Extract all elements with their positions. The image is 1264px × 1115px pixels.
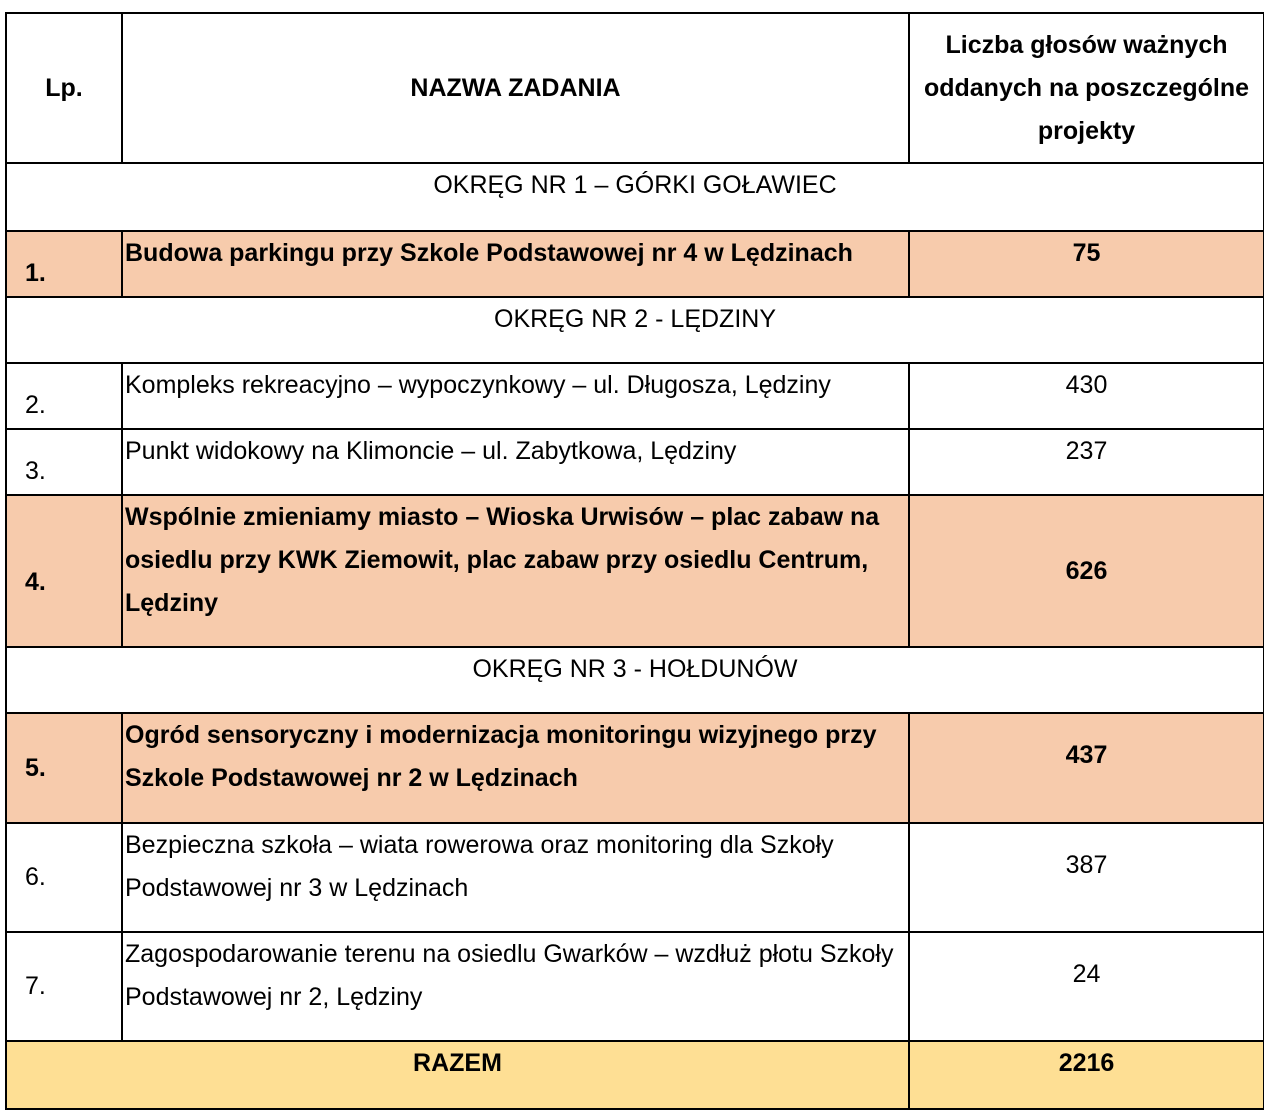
total-votes: 2216 [909, 1041, 1264, 1109]
row-votes: 24 [909, 932, 1264, 1041]
table-row [6, 932, 1264, 1041]
row-task-name: Zagospodarowanie terenu na osiedlu Gwarków – wzdłuż płotu Szkoły Podstawowej nr 2, Lędziny [122, 932, 909, 1041]
row-number: 3. [6, 429, 122, 495]
total-label: RAZEM [6, 1041, 909, 1109]
row-number: 6. [6, 823, 122, 932]
row-votes: 430 [909, 363, 1264, 429]
row-task-name: Ogród sensoryczny i modernizacja monitoringu wizyjnego przy Szkole Podstawowej nr 2 w Lędzinach [122, 713, 909, 823]
district-row [6, 163, 1264, 231]
row-votes: 626 [909, 495, 1264, 647]
row-votes: 437 [909, 713, 1264, 823]
row-task-name: Bezpieczna szkoła – wiata rowerowa oraz monitoring dla Szkoły Podstawowej nr 3 w Lędzinach [122, 823, 909, 932]
table-row [6, 231, 1264, 297]
table-row [6, 429, 1264, 495]
district-label: OKRĘG NR 2 - LĘDZINY [6, 297, 1264, 363]
table-row [6, 495, 1264, 647]
table-row [6, 363, 1264, 429]
row-task-name: Kompleks rekreacyjno – wypoczynkowy – ul. Długosza, Lędziny [122, 363, 909, 429]
voting-results-table [5, 12, 1264, 1110]
row-number: 4. [6, 495, 122, 647]
total-row [6, 1041, 1264, 1109]
row-number: 2. [6, 363, 122, 429]
row-number: 5. [6, 713, 122, 823]
district-row [6, 297, 1264, 363]
table-row [6, 713, 1264, 823]
header-lp: Lp. [6, 13, 122, 163]
row-number: 1. [6, 231, 122, 297]
district-label: OKRĘG NR 1 – GÓRKI GOŁAWIEC [6, 163, 1264, 231]
row-number: 7. [6, 932, 122, 1041]
table-header-row [6, 13, 1264, 163]
header-task-name: NAZWA ZADANIA [122, 13, 909, 163]
table-row [6, 823, 1264, 932]
district-row [6, 647, 1264, 713]
header-votes: Liczba głosów ważnych oddanych na poszczególne projekty [909, 13, 1264, 163]
district-label: OKRĘG NR 3 - HOŁDUNÓW [6, 647, 1264, 713]
row-task-name: Wspólnie zmieniamy miasto – Wioska Urwisów – plac zabaw na osiedlu przy KWK Ziemowit, plac zabaw przy osiedlu Centrum, Lędziny [122, 495, 909, 647]
row-votes: 237 [909, 429, 1264, 495]
row-task-name: Budowa parkingu przy Szkole Podstawowej nr 4 w Lędzinach [122, 231, 909, 297]
row-votes: 387 [909, 823, 1264, 932]
row-votes: 75 [909, 231, 1264, 297]
row-task-name: Punkt widokowy na Klimoncie – ul. Zabytkowa, Lędziny [122, 429, 909, 495]
